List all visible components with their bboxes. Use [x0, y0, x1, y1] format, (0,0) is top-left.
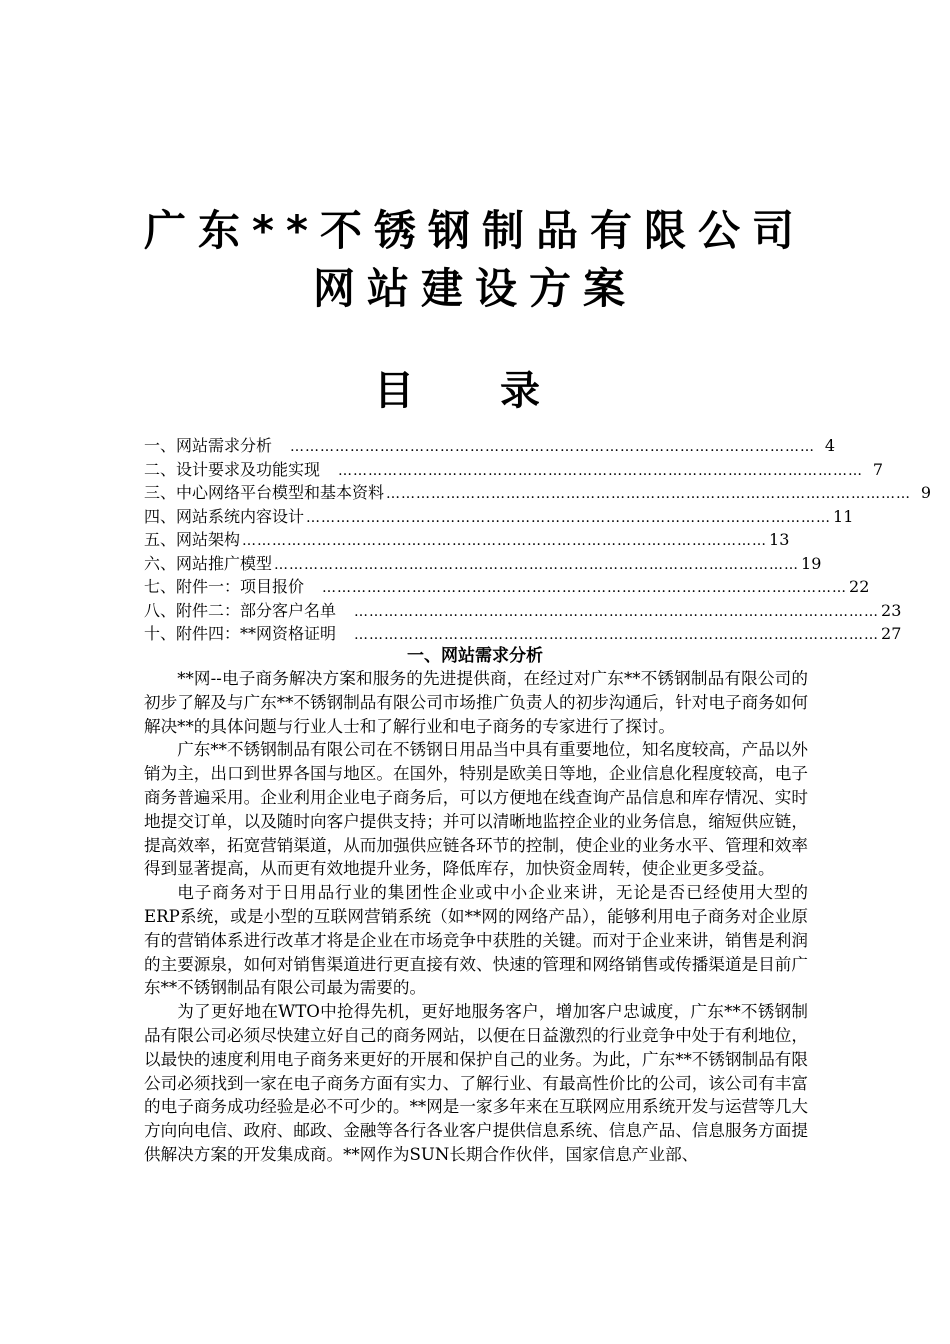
toc-item-page: 23	[881, 600, 902, 620]
document-title-line2: 网站建设方案	[312, 264, 637, 313]
toc-item[interactable]	[144, 458, 884, 482]
toc-item-label: 六、网站推广模型	[144, 553, 273, 573]
toc-item[interactable]	[144, 481, 932, 505]
document-title-line1: 广东**不锈钢制品有限公司	[144, 206, 806, 255]
toc-leader-dots: ……………………………………………………………………………………………	[290, 439, 816, 455]
toc-item[interactable]	[144, 434, 836, 458]
toc-item-label: 十、附件四：**网资格证明	[144, 624, 337, 643]
toc-leader-dots: ……………………………………………………………………………………………	[242, 533, 768, 549]
toc-item-page: 4	[824, 436, 836, 455]
toc-item-page: 27	[881, 624, 902, 643]
toc-item-label: 三、中心网络平台模型和基本资料	[144, 483, 385, 502]
toc-leader-dots: ……………………………………………………………………………………………	[274, 556, 800, 573]
toc-item[interactable]	[144, 599, 902, 623]
toc-leader-dots: ……………………………………………………………………………………………	[322, 580, 848, 596]
toc-item-page: 7	[872, 459, 884, 479]
section-heading: 一、网站需求分析	[407, 646, 543, 666]
toc-item-label: 二、设计要求及功能实现	[144, 459, 321, 479]
paragraph: 电子商务对于日用品行业的集团性企业或中小企业来讲，无论是否已经使用大型的ERP系统，或是小型的互联网营销系统（如**网的网络产品），能够利用电子商务对企业原有的营销体系进行改革才将是企业在市场竞争中获胜的关键。而对于企业来讲，销售是利润的主要源泉，如何对销售渠道进行更直接有效、快速的管理和网络销售或传播渠道是目前广东**不锈钢制品有限公司最为需要的。	[144, 883, 808, 998]
section-body	[144, 667, 808, 1167]
toc-leader-dots: ……………………………………………………………………………………………	[354, 627, 880, 643]
toc-item-page: 19	[801, 553, 822, 573]
table-of-contents	[144, 434, 932, 646]
toc-heading: 目 录	[374, 367, 576, 414]
toc-item-page: 9	[920, 483, 932, 502]
toc-leader-dots: ……………………………………………………………………………………………	[386, 486, 912, 502]
toc-item[interactable]	[144, 575, 870, 599]
toc-item[interactable]	[144, 552, 822, 576]
toc-item[interactable]	[144, 528, 790, 552]
paragraph: 广东**不锈钢制品有限公司在不锈钢日用品当中具有重要地位，知名度较高，产品以外销为主，出口到世界各国与地区。在国外，特别是欧美日等地，企业信息化程度较高，电子商务普遍采用。企业利用企业电子商务后，可以方便地在线查询产品信息和库存情况、实时地提交订单，以及随时向客户提供支持；并可以清晰地监控企业的业务信息，缩短供应链，提高效率，拓宽营销渠道，从而加强供应链各环节的控制，使企业的业务水平、管理和效率得到显著提高，从而更有效地提升业务，降低库存，加快资金周转，使企业更多受益。	[144, 740, 808, 879]
toc-item-page: 22	[849, 577, 870, 596]
toc-item[interactable]	[144, 622, 902, 646]
toc-item-page: 13	[769, 530, 790, 549]
paragraph: 为了更好地在WTO中抢得先机，更好地服务客户，增加客户忠诚度，广东**不锈钢制品有限公司必须尽快建立好自己的商务网站，以便在日益激烈的行业竞争中处于有利地位，以最快的速度利用电子商务来更好的开展和保护自己的业务。为此，广东**不锈钢制品有限公司必须找到一家在电子商务方面有实力、了解行业、有最高性价比的公司，该公司有丰富的电子商务成功经验是必不可少的。**网是一家多年来在互联网应用系统开发与运营等几大方向向电信、政府、邮政、金融等各行各业客户提供信息系统、信息产品、信息服务方面提供解决方案的开发集成商。**网作为SUN长期合作伙伴，国家信息产业部、	[144, 1002, 808, 1164]
toc-leader-dots: ……………………………………………………………………………………………	[354, 603, 880, 620]
paragraph: **网--电子商务解决方案和服务的先进提供商，在经过对广东**不锈钢制品有限公司的初步了解及与广东**不锈钢制品有限公司市场推广负责人的初步沟通后，针对电子商务如何解决**的具体问题与行业人士和了解行业和电子商务的专家进行了探讨。	[144, 669, 808, 736]
toc-leader-dots: ……………………………………………………………………………………………	[338, 462, 864, 479]
toc-item[interactable]	[144, 505, 854, 529]
toc-item-label: 八、附件二：部分客户名单	[144, 600, 337, 620]
toc-item-label: 七、附件一：项目报价	[144, 577, 305, 596]
toc-item-label: 一、网站需求分析	[144, 436, 273, 455]
toc-leader-dots: ……………………………………………………………………………………………	[306, 509, 832, 526]
toc-item-label: 四、网站系统内容设计	[144, 506, 305, 526]
toc-item-page: 11	[833, 506, 854, 526]
toc-item-label: 五、网站架构	[144, 530, 241, 549]
